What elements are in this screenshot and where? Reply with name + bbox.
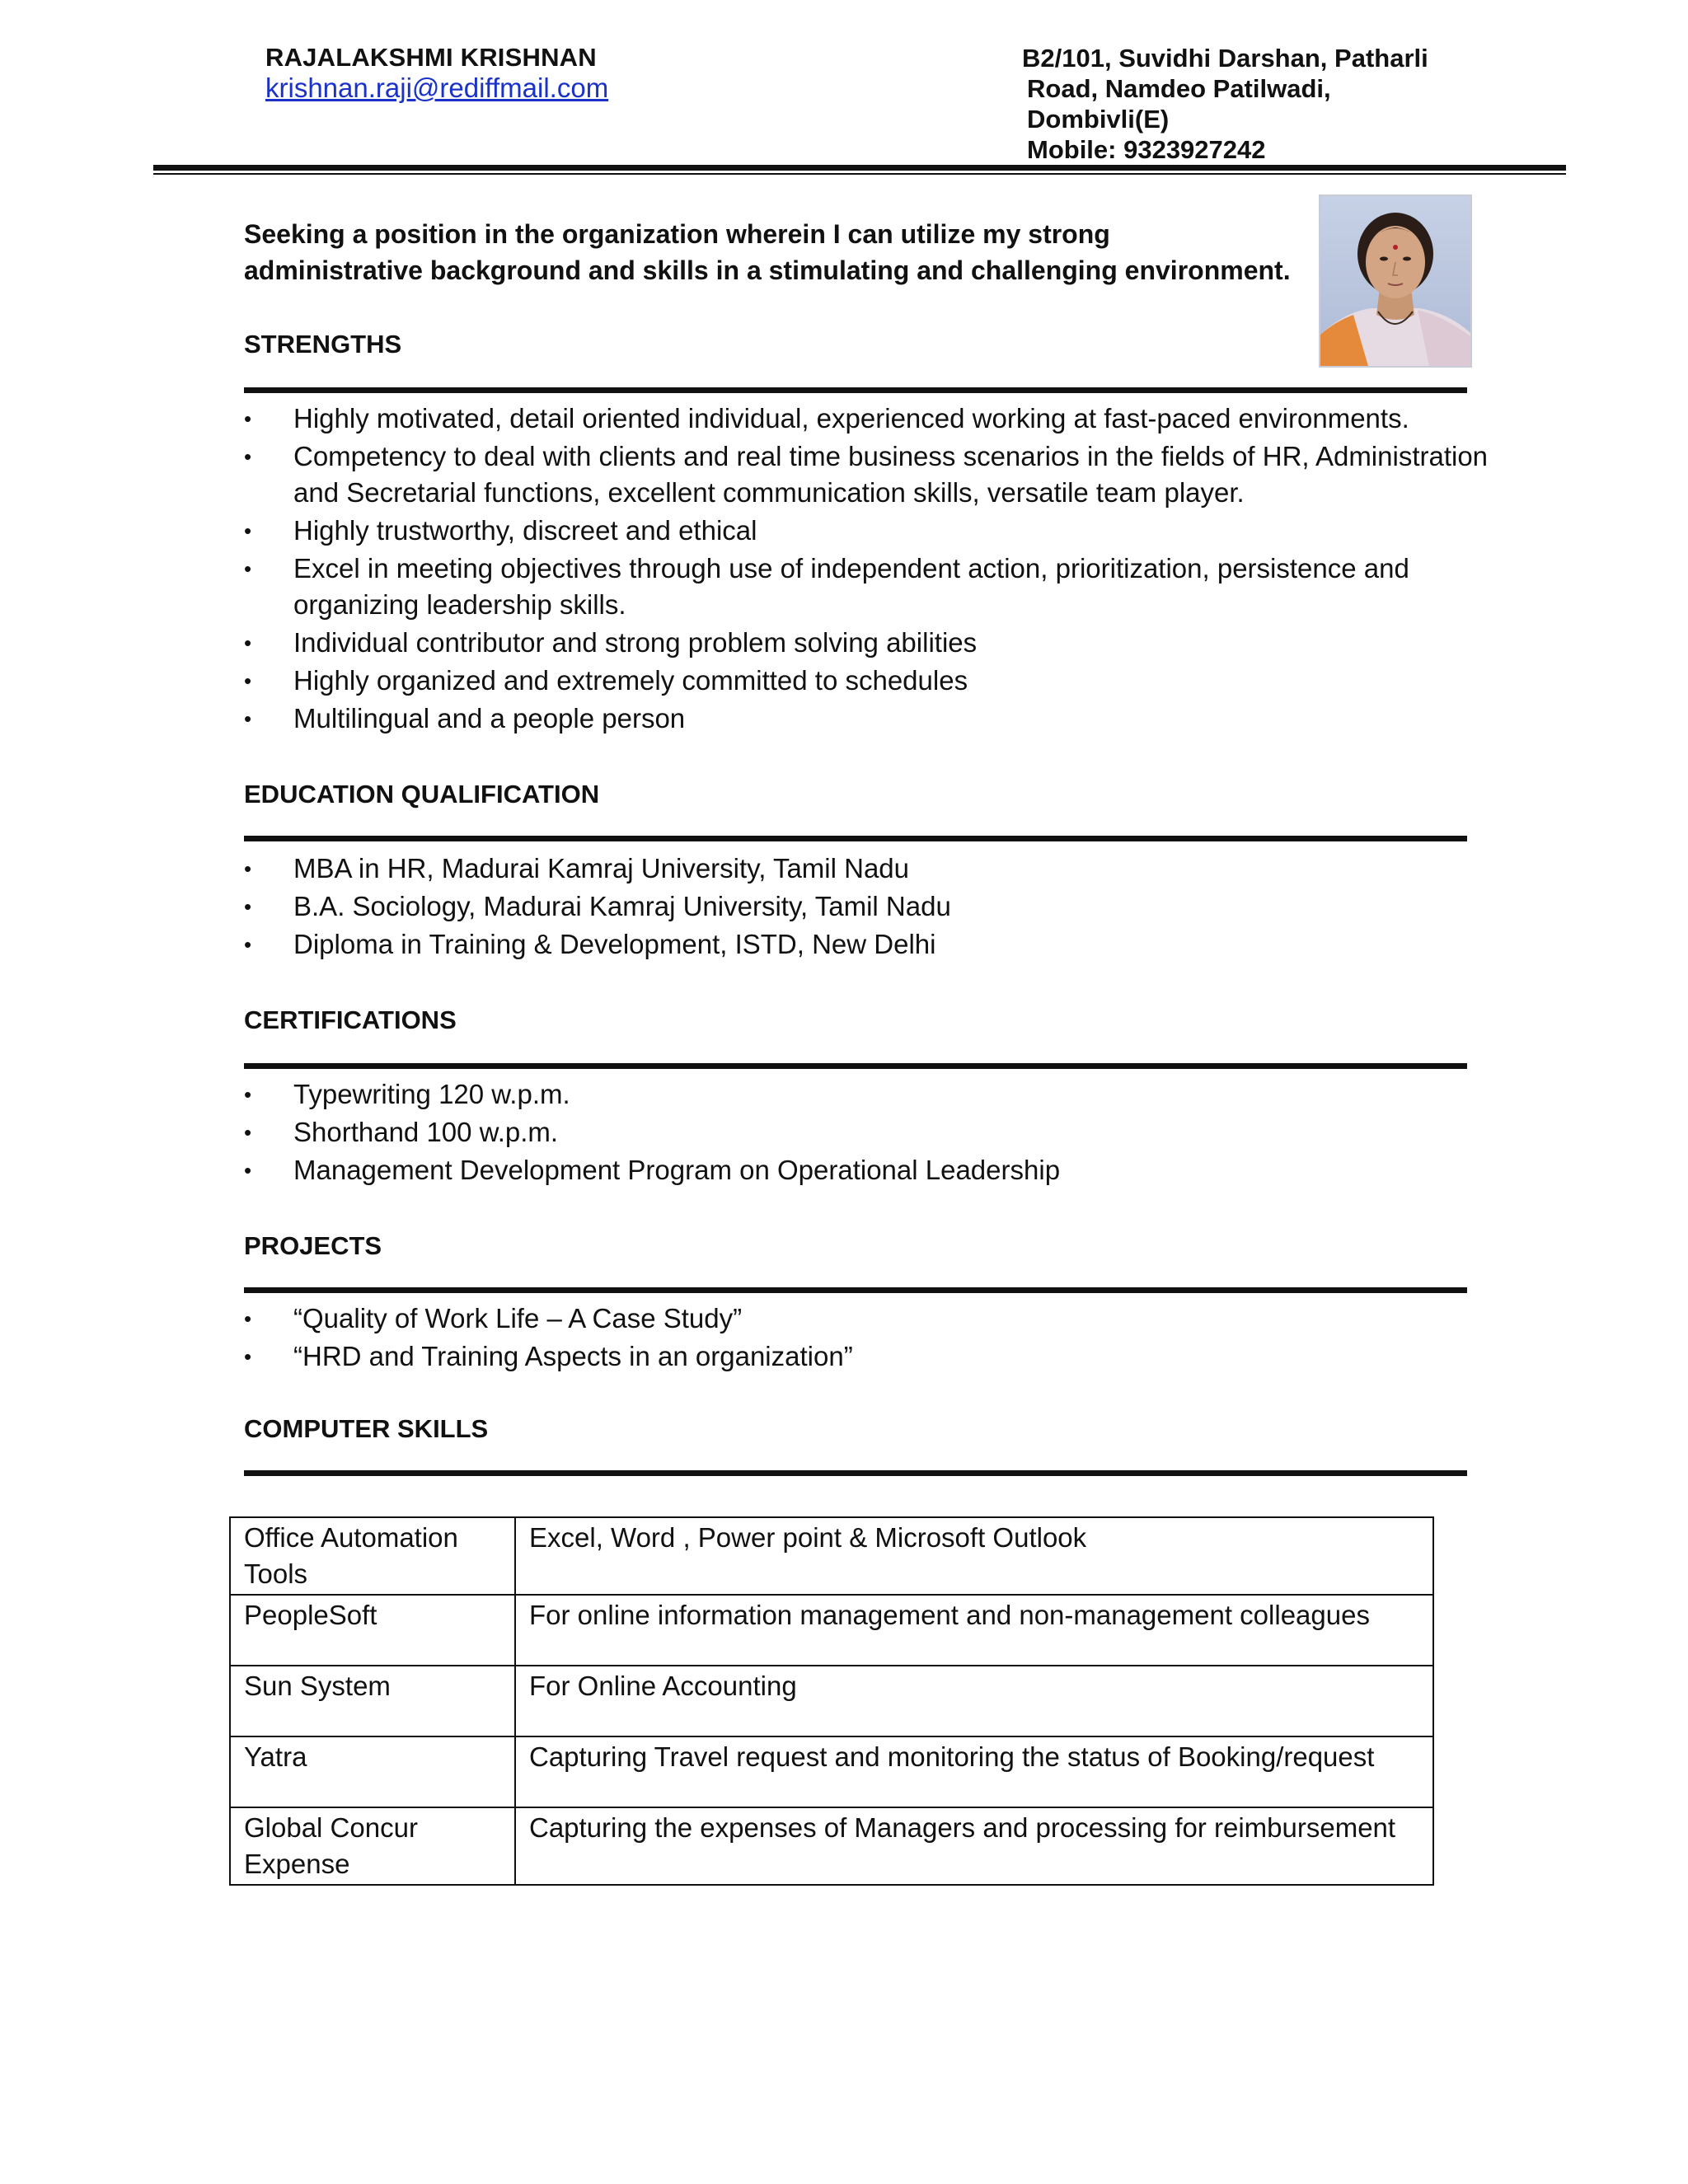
project-text: “HRD and Training Aspects in an organization” <box>293 1341 853 1371</box>
projects-divider <box>244 1287 1467 1293</box>
list-item <box>244 926 1497 963</box>
list-item <box>244 1114 1497 1151</box>
tool-cell: Office Automation Tools <box>230 1517 515 1595</box>
list-item <box>244 513 1497 549</box>
candidate-name: RAJALAKSHMI KRISHNAN <box>265 43 597 72</box>
career-objective <box>244 216 1315 288</box>
address-line-2: Road, Namdeo Patilwadi, <box>1027 74 1331 103</box>
bullet-icon: • <box>244 406 252 431</box>
list-item <box>244 401 1497 437</box>
strength-text: Highly organized and extremely committed to schedules <box>293 665 968 696</box>
description-cell: Excel, Word , Power point & Microsoft Outlook <box>515 1517 1433 1595</box>
tool-cell: Global Concur Expense <box>230 1807 515 1885</box>
table-row <box>230 1666 1433 1736</box>
address-block <box>1022 43 1599 165</box>
tool-cell: Yatra <box>230 1736 515 1807</box>
portrait-illustration <box>1320 196 1470 366</box>
mobile-number: Mobile: 9323927242 <box>1027 135 1266 164</box>
list-item <box>244 701 1497 737</box>
strengths-heading: STRENGTHS <box>244 330 402 359</box>
strength-text: Excel in meeting objectives through use of independent action, prioritization, persistence and organizing leadership skills. <box>293 553 1409 620</box>
address-line-3: Dombivli(E) <box>1027 105 1170 134</box>
strength-text: Multilingual and a people person <box>293 703 686 733</box>
table-row <box>230 1517 1433 1595</box>
computer-skills-heading: COMPUTER SKILLS <box>244 1414 489 1443</box>
bullet-icon: • <box>244 444 252 469</box>
profile-photo <box>1319 194 1472 368</box>
list-item <box>244 663 1497 699</box>
list-item <box>244 1301 1497 1337</box>
certification-text: Management Development Program on Operational Leadership <box>293 1155 1061 1185</box>
bullet-icon: • <box>244 1120 252 1145</box>
computer-skills-table <box>229 1516 1434 1886</box>
list-item <box>244 1338 1497 1375</box>
education-divider <box>244 836 1467 841</box>
description-cell: Capturing the expenses of Managers and processing for reimbursement <box>515 1807 1433 1885</box>
tool-cell: PeopleSoft <box>230 1595 515 1666</box>
project-text: “Quality of Work Life – A Case Study” <box>293 1303 743 1333</box>
bullet-icon: • <box>244 668 252 693</box>
certifications-divider <box>244 1063 1467 1069</box>
list-item <box>244 888 1497 925</box>
table-row <box>230 1595 1433 1666</box>
strength-text: Highly trustworthy, discreet and ethical <box>293 515 757 546</box>
address-line-1: B2/101, Suvidhi Darshan, Patharli <box>1022 44 1428 73</box>
education-text: Diploma in Training & Development, ISTD, New Delhi <box>293 929 936 959</box>
projects-list <box>244 1301 1497 1376</box>
header-divider-thin <box>153 173 1566 175</box>
objective-line-1: Seeking a position in the organization wherein I can utilize my strong <box>244 219 1110 249</box>
list-item <box>244 851 1497 887</box>
bullet-icon: • <box>244 1344 252 1369</box>
education-list <box>244 851 1497 964</box>
strength-text: Highly motivated, detail oriented individual, experienced working at fast-paced environments. <box>293 403 1409 434</box>
projects-heading: PROJECTS <box>244 1231 382 1260</box>
certification-text: Shorthand 100 w.p.m. <box>293 1117 559 1147</box>
list-item <box>244 1076 1497 1113</box>
certification-text: Typewriting 120 w.p.m. <box>293 1079 570 1109</box>
bullet-icon: • <box>244 1158 252 1183</box>
list-item <box>244 625 1497 661</box>
strength-text: Competency to deal with clients and real time business scenarios in the fields of HR, Administration and Secretarial functions, excellent communication skills, versatile team player. <box>293 441 1489 508</box>
education-text: MBA in HR, Madurai Kamraj University, Tamil Nadu <box>293 853 910 883</box>
bullet-icon: • <box>244 518 252 543</box>
bullet-icon: • <box>244 894 252 919</box>
education-text: B.A. Sociology, Madurai Kamraj University, Tamil Nadu <box>293 891 951 921</box>
bullet-icon: • <box>244 1082 252 1107</box>
strength-text: Individual contributor and strong problem solving abilities <box>293 627 978 658</box>
certifications-heading: CERTIFICATIONS <box>244 1005 457 1034</box>
bullet-icon: • <box>244 630 252 655</box>
bullet-icon: • <box>244 706 252 731</box>
list-item <box>244 551 1497 623</box>
description-cell: Capturing Travel request and monitoring the status of Booking/request <box>515 1736 1433 1807</box>
bullet-icon: • <box>244 856 252 881</box>
bullet-icon: • <box>244 1306 252 1331</box>
description-cell: For online information management and non-management colleagues <box>515 1595 1433 1666</box>
strengths-divider <box>244 387 1467 393</box>
header-divider-thick <box>153 165 1566 171</box>
objective-line-2: administrative background and skills in a stimulating and challenging environment. <box>244 255 1291 285</box>
education-heading: EDUCATION QUALIFICATION <box>244 780 600 808</box>
tool-cell: Sun System <box>230 1666 515 1736</box>
list-item <box>244 438 1497 511</box>
table-row <box>230 1736 1433 1807</box>
description-cell: For Online Accounting <box>515 1666 1433 1736</box>
bullet-icon: • <box>244 556 252 581</box>
computer-skills-divider <box>244 1470 1467 1476</box>
bullet-icon: • <box>244 932 252 957</box>
strengths-list <box>244 401 1497 738</box>
table-row <box>230 1807 1433 1885</box>
list-item <box>244 1152 1497 1188</box>
email-link[interactable]: krishnan.raji@rediffmail.com <box>265 73 609 103</box>
certifications-list <box>244 1076 1497 1190</box>
